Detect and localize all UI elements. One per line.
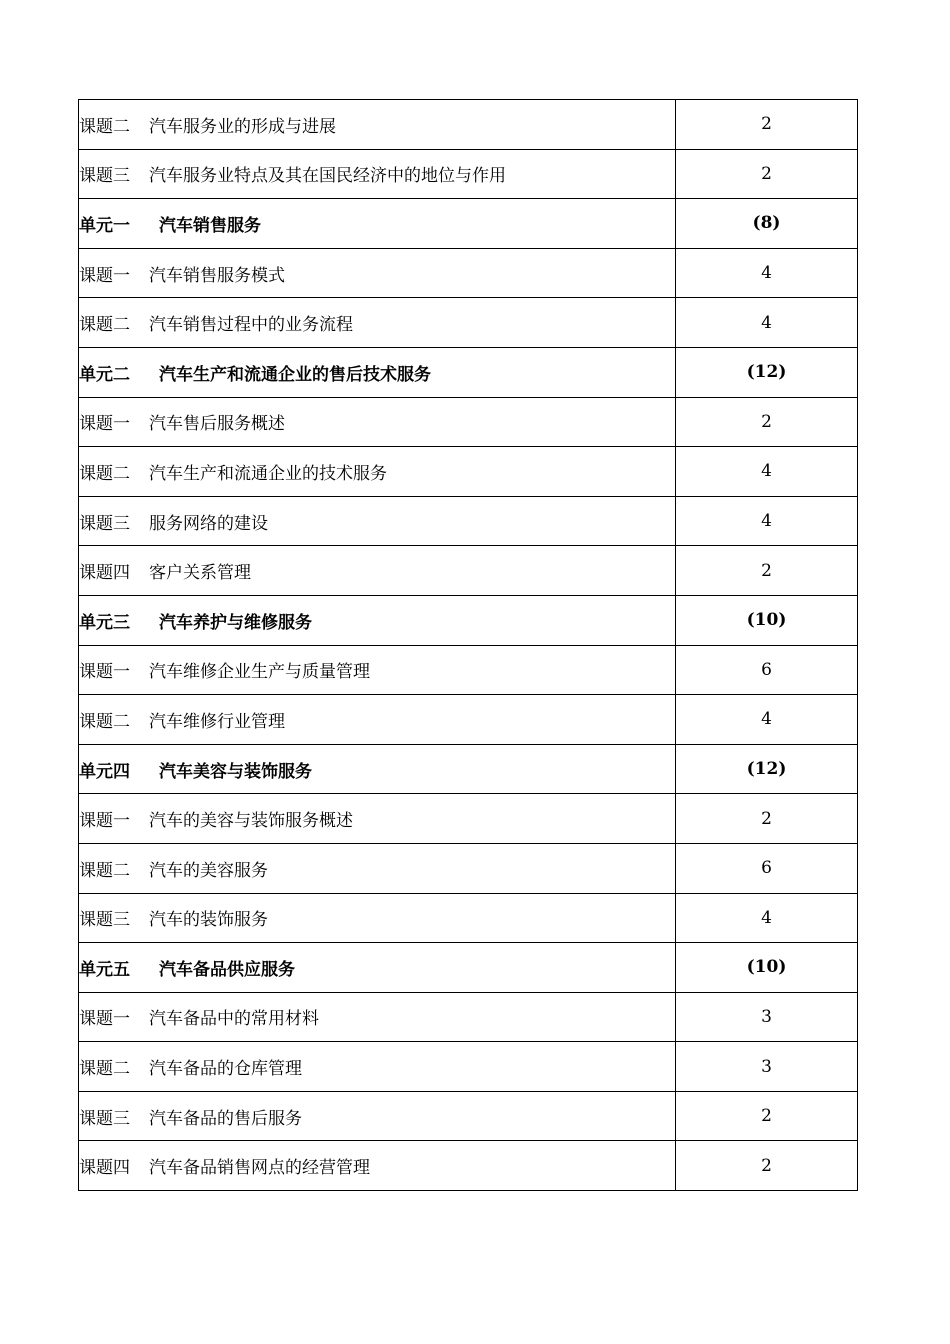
hours-cell: 2 [676,794,858,844]
unit-code: 单元四 [79,761,130,782]
unit-row [79,744,858,794]
topic-code: 课题二 [79,711,130,732]
topic-title: 汽车维修行业管理 [149,711,285,732]
hours-cell: 2 [676,1091,858,1141]
topic-title: 汽车售后服务概述 [149,414,285,435]
topic-code: 课题三 [79,1108,130,1129]
topic-code: 课题三 [79,513,130,534]
unit-code: 单元五 [79,959,130,980]
table-row [79,149,858,199]
table-row [79,100,858,150]
hours-cell: 4 [676,695,858,745]
hours-cell: 4 [676,496,858,546]
topic-title: 汽车生产和流通企业的技术服务 [149,463,387,484]
unit-row [79,199,858,249]
table-row [79,893,858,943]
hours-cell: 2 [676,397,858,447]
unit-code: 单元一 [79,215,130,236]
topic-title: 汽车的装饰服务 [149,910,268,931]
table-row [79,298,858,348]
topic-title: 汽车服务业特点及其在国民经济中的地位与作用 [149,166,506,187]
unit-title: 汽车美容与装饰服务 [159,761,312,782]
topic-code: 课题四 [79,1158,130,1179]
table-row [79,447,858,497]
hours-cell: 3 [676,1042,858,1092]
unit-title: 汽车养护与维修服务 [159,612,312,633]
topic-title-cell [79,1091,676,1141]
topic-title-cell [79,397,676,447]
topic-title-cell [79,645,676,695]
hours-cell: 2 [676,1141,858,1191]
unit-hours-cell: (10) [676,595,858,645]
table-row [79,794,858,844]
topic-code: 课题四 [79,563,130,584]
table-row [79,695,858,745]
hours-cell: 4 [676,298,858,348]
unit-hours-cell: (8) [676,199,858,249]
topic-title: 汽车销售过程中的业务流程 [149,315,353,336]
hours-cell: 3 [676,992,858,1042]
topic-title-cell [79,992,676,1042]
unit-row [79,347,858,397]
topic-title-cell [79,893,676,943]
topic-title: 汽车销售服务模式 [149,265,285,286]
topic-title: 汽车服务业的形成与进展 [149,116,336,137]
topic-title-cell [79,149,676,199]
topic-title-cell [79,794,676,844]
table-row [79,645,858,695]
topic-code: 课题二 [79,860,130,881]
topic-title: 汽车备品的仓库管理 [149,1059,302,1080]
table-row [79,1141,858,1191]
hours-cell: 2 [676,149,858,199]
hours-cell: 4 [676,248,858,298]
unit-row [79,595,858,645]
topic-code: 课题二 [79,116,130,137]
topic-title: 汽车备品销售网点的经营管理 [149,1158,370,1179]
topic-title-cell [79,100,676,150]
hours-cell: 2 [676,100,858,150]
unit-title-cell [79,943,676,993]
topic-code: 课题二 [79,1059,130,1080]
hours-cell: 4 [676,893,858,943]
unit-title-cell [79,347,676,397]
table-row [79,992,858,1042]
unit-title-cell [79,199,676,249]
unit-title: 汽车备品供应服务 [159,959,295,980]
topic-code: 课题三 [79,910,130,931]
topic-title: 汽车的美容与装饰服务概述 [149,811,353,832]
topic-title: 汽车维修企业生产与质量管理 [149,662,370,683]
unit-hours-cell: (12) [676,347,858,397]
unit-row [79,943,858,993]
topic-title: 服务网络的建设 [149,513,268,534]
topic-code: 课题一 [79,414,130,435]
unit-hours-cell: (10) [676,943,858,993]
unit-title: 汽车生产和流通企业的售后技术服务 [159,364,431,385]
hours-cell: 2 [676,546,858,596]
topic-title-cell [79,1141,676,1191]
table-row [79,1091,858,1141]
table-row [79,1042,858,1092]
table-row [79,397,858,447]
topic-title-cell [79,447,676,497]
topic-title: 汽车的美容服务 [149,860,268,881]
topic-title-cell [79,546,676,596]
table-row [79,248,858,298]
hours-cell: 6 [676,843,858,893]
topic-title-cell [79,298,676,348]
topic-title-cell [79,843,676,893]
topic-code: 课题一 [79,811,130,832]
table-row [79,843,858,893]
topic-title-cell [79,496,676,546]
unit-title-cell [79,595,676,645]
topic-code: 课题二 [79,315,130,336]
unit-title-cell [79,744,676,794]
topic-code: 课题一 [79,265,130,286]
topic-title: 汽车备品的售后服务 [149,1108,302,1129]
topic-title: 客户关系管理 [149,563,251,584]
unit-title: 汽车销售服务 [159,215,261,236]
topic-code: 课题一 [79,662,130,683]
hours-cell: 4 [676,447,858,497]
topic-title-cell [79,248,676,298]
topic-title-cell [79,1042,676,1092]
topic-title: 汽车备品中的常用材料 [149,1009,319,1030]
curriculum-hours-table [78,99,858,1191]
topic-title-cell [79,695,676,745]
topic-code: 课题一 [79,1009,130,1030]
topic-code: 课题三 [79,166,130,187]
unit-hours-cell: (12) [676,744,858,794]
table-row [79,546,858,596]
table-row [79,496,858,546]
unit-code: 单元二 [79,364,130,385]
unit-code: 单元三 [79,612,130,633]
table-body [79,100,858,1191]
topic-code: 课题二 [79,463,130,484]
hours-cell: 6 [676,645,858,695]
